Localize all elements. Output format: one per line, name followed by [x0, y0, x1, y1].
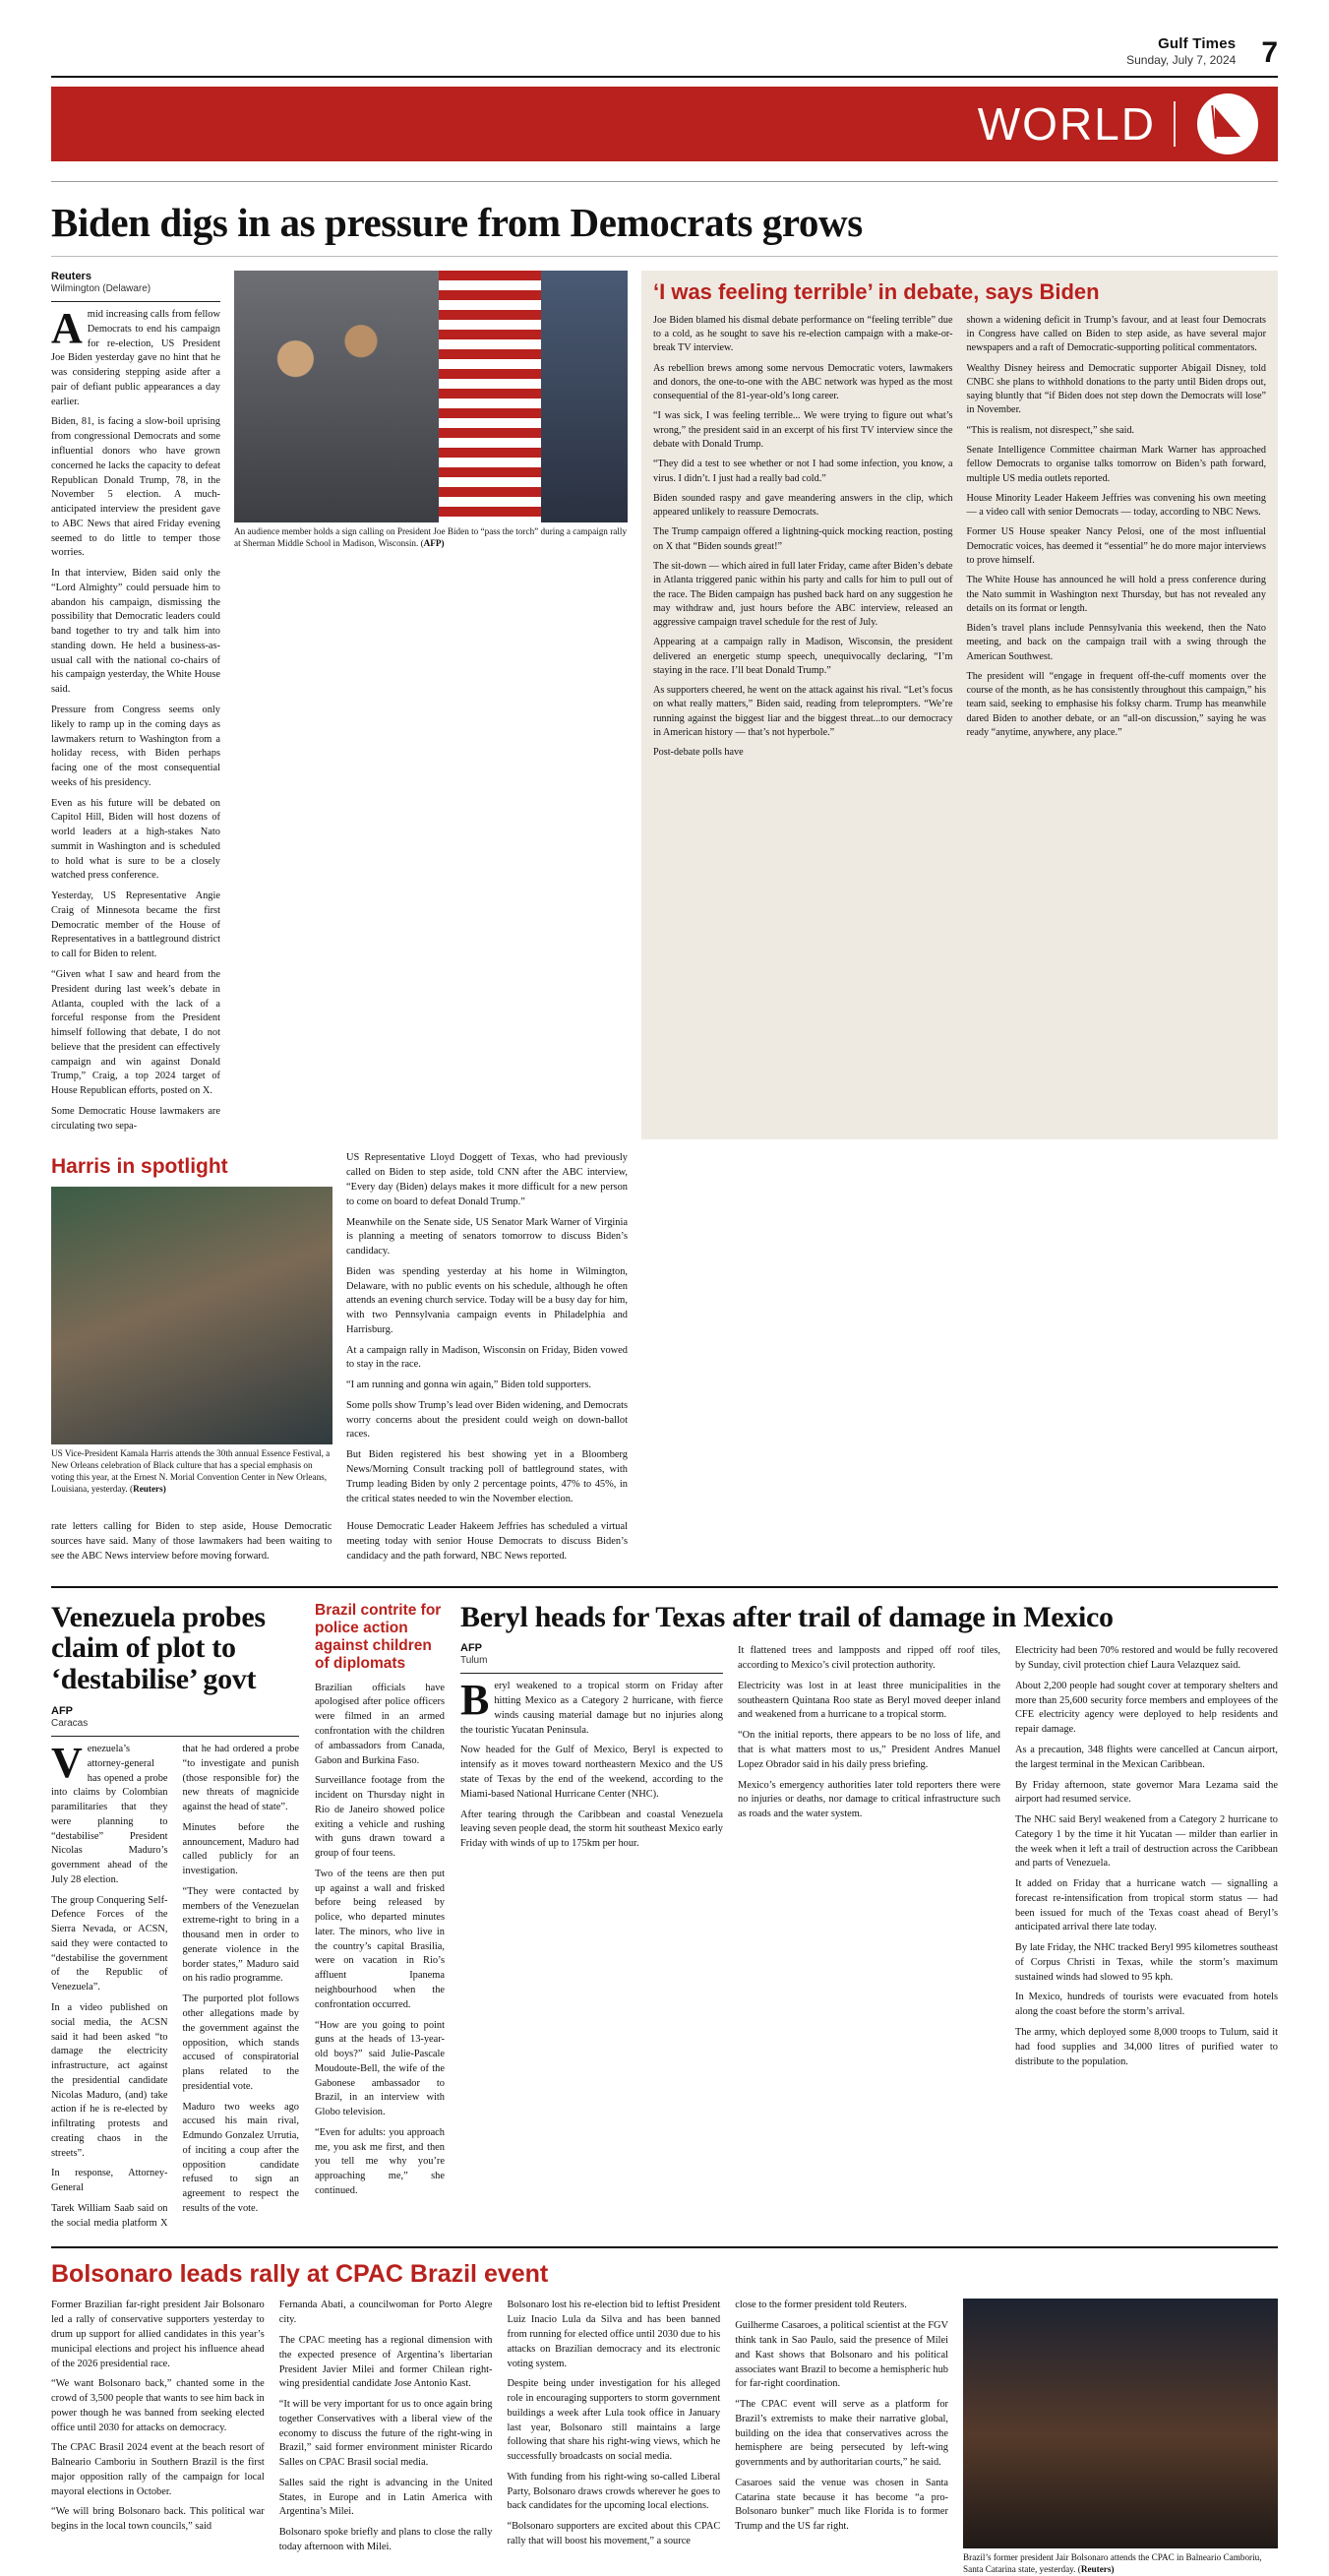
- brazil-police-story: [315, 1602, 445, 2232]
- caption-text: An audience member holds a sign calling on President Joe Biden to “pass the torch” during a campaign rally at Sherman Middle School in Madison, Wisconsin. (: [234, 526, 628, 549]
- h-p4: “I am running and gonna win again,” Biden told supporters.: [346, 1380, 592, 1391]
- tier2-grid: [51, 1602, 1278, 2232]
- bolsonaro-col3: [508, 2299, 721, 2576]
- bp-0: Brazilian officials have apologised after police officers were filmed in an armed confrontation with the children of ambassadors from Canada, Gabon and Burkina Faso.: [315, 1682, 445, 1766]
- sb-p4: Biden sounded raspy and gave meandering answers in the clip, which appeared unlikely to reassure Democrats.: [653, 492, 953, 519]
- b-c7: In Mexico, hundreds of tourists were evacuated from hotels along the coast before the storm’s arrival.: [1015, 1992, 1278, 2018]
- bp-3: “How are you going to point guns at the heads of 13-year-old boys?” said Julie-Pascale Moudoute-Bell, the wife of the Gabonese ambassador to Brazil, in an interview with Globo television.: [315, 2019, 445, 2118]
- sb-p5: The Trump campaign offered a lightning-quick mocking reaction, posting on X that “Biden sounds great!”: [653, 526, 953, 552]
- lead-photo: [234, 271, 628, 522]
- bo4-1: Guilherme Casaroes, a political scientist at the FGV think tank in Sao Paulo, said the presence of Milei and Kast shows that Bolsonaro and his political associates want Brazil to become a hemispheric hub for far-right coordination.: [735, 2320, 948, 2390]
- lead-continuation: [51, 1520, 628, 1569]
- sb-p9: Post-debate polls have: [653, 747, 744, 759]
- sb-p1: As rebellion brews among some nervous Democratic voters, lawmakers and donors, the one-to-one with the ABC network was hyped as the most consequential of the 81-year-old’s long career.: [653, 362, 953, 402]
- bolsonaro-caption-text: Brazil’s former president Jair Bolsonaro attends the CPAC in Balneario Camboriu, Santa Catarina state, yesterday. (: [963, 2552, 1262, 2575]
- sb-r0: shown a widening deficit in Trump’s favour, and at least four Democrats in Congress have called on Biden to step aside, as have several major newspapers and a raft of Democratic-supporting political commentators.: [966, 314, 1266, 354]
- lead-cont-1: House Democratic Leader Hakeem Jeffries has scheduled a virtual meeting today with senior House Democrats to discuss Biden’s candidacy and the path forward, NBC News reported.: [346, 1521, 628, 1562]
- headline-rule: [51, 256, 1278, 257]
- b-c3: By Friday afternoon, state governor Mara Lezama said the airport had resumed service.: [1015, 1779, 1278, 1806]
- bo1-3: “We will bring Bolsonaro back. This political war begins in the local town councils,” said: [51, 2506, 265, 2533]
- h-p3: At a campaign rally in Madison, Wisconsin on Friday, Biden vowed to stay in the race.: [346, 1344, 628, 1371]
- bolsonaro-col4: [735, 2299, 948, 2576]
- masthead-text: [1126, 35, 1236, 68]
- top-divider: [51, 181, 1278, 182]
- beryl-story: [460, 1602, 1278, 2232]
- h-p2: Biden was spending yesterday at his home in Wilmington, Delaware, with no public events on his schedule, although he often attends an evening church service. Today will be a busy day for him, with two Pennsylvania campaign events in Philadelphia and Harrisburg.: [346, 1265, 628, 1335]
- b-c8: The army, which deployed some 8,000 troops to Tulum, said it had food supplies and 34,000 litres of purified water to distribute to the population.: [1015, 2026, 1278, 2067]
- bo3-0: Bolsonaro lost his re-election bid to leftist President Luiz Inacio Lula da Silva and has been banned from running for elected office until 2030 due to his attacks on Brazilian democracy and its electronic voting system.: [507, 2300, 721, 2369]
- beryl-body-1: [460, 1676, 723, 1851]
- lead-story-grid: [51, 271, 1278, 1139]
- v-p1: The group Conquering Self-Defence Forces of the Sierra Nevada, or ACSN, said they were contacted to “destabilise the government of the Republic of Venezuela”.: [51, 1894, 168, 1993]
- b-p2: After tearing through the Caribbean and coastal Venezuela leaving seven people dead, the storm hit southeast Mexico early Friday with winds of up to 175km per hour.: [460, 1809, 723, 1850]
- bolsonaro-col1: [51, 2299, 265, 2576]
- venezuela-agency: AFP: [51, 1704, 73, 1717]
- byline-rule: [51, 301, 220, 302]
- harris-block: [51, 1147, 1278, 1569]
- bp-4: “Even for adults: you approach me, you ask me first, and then you tell me why you’re approaching me,” she continued.: [315, 2126, 445, 2196]
- lead-location: Wilmington (Delaware): [51, 283, 151, 295]
- masthead: [51, 0, 1278, 68]
- harris-left: [51, 1147, 628, 1569]
- bo1-0: Former Brazilian far-right president Jair Bolsonaro led a rally of conservative supporters yesterday to drum up support for allied candidates in this year’s municipal elections and project his influence ahead of the 2026 presidential race.: [51, 2300, 265, 2369]
- beryl-body-3: [1015, 1642, 1278, 2075]
- bo1-1: “We want Bolsonaro back,” chanted some in the crowd of 3,500 people that wants to see him back in power though he was banned from seeking elected office until 2030 for attacks on democracy.: [51, 2378, 265, 2433]
- lead-para-3: Pressure from Congress seems only likely to ramp up in the coming days as lawmakers return to Washington from a holiday recess, with Biden perhaps facing one of the most consequential weeks of his presidency.: [51, 705, 220, 788]
- venezuela-headline: Venezuela probes claim of plot to ‘destabilise’ govt: [51, 1600, 266, 1696]
- b-p1: Now headed for the Gulf of Mexico, Beryl is expected to intensify as it moves toward northeastern Mexico and the US state of Texas by the end of the weekend, according to the Miami-based National Hurricane Center (NHC).: [460, 1745, 723, 1800]
- banner-divider: [1174, 101, 1176, 147]
- sidebar-headline: ‘I was feeling terrible’ in debate, says Biden: [653, 279, 1100, 305]
- b-c0: Electricity had been 70% restored and would be fully recovered by Sunday, civil protection chief Laura Velazquez said.: [1015, 1645, 1278, 1672]
- publication-title: Gulf Times: [1158, 35, 1237, 52]
- harris-photo: [51, 1187, 332, 1444]
- sail-logo-icon: [1197, 93, 1258, 154]
- brazil-police-headline: Brazil contrite for police action against children of diplomats: [315, 1601, 442, 1673]
- section-banner: [51, 87, 1278, 161]
- v-c0: Tarek William Saab said on the social media platform X that he had ordered a probe “to investigate and punish (those responsible for) the new threats of magnicide against the head of state”.: [51, 1743, 299, 2229]
- sb-p2: “I was sick, I was feeling terrible... We were trying to figure out what’s wrong,” the president said in an excerpt of his first TV interview since the debate with Donald Trump.: [653, 410, 953, 450]
- bp-2: Two of the teens are then put up against a wall and frisked before being released by police, who departed minutes later. The minors, who live in the country’s capital Brasilia, were on vacation in Rio’s affluent Ipanema neighbourhood when the confrontation occurred.: [315, 1868, 445, 2010]
- h-p0: US Representative Lloyd Doggett of Texas, who had previously called on Biden to step aside, told CNN after the ABC interview, “Every day (Biden) delays makes it more difficult for a new person to come on board to defeat Donald Trump.”: [346, 1152, 628, 1207]
- lead-cont-0: rate letters calling for Biden to step aside, House Democratic sources have said. Many of those lawmakers had been waiting to see the ABC News interview before moving forward.: [51, 1521, 332, 1562]
- bolsonaro-col2: [279, 2299, 493, 2576]
- harris-caption: [51, 1448, 332, 1496]
- caption-credit: AFP): [423, 538, 445, 549]
- sidebar-body: [653, 314, 1266, 761]
- sb-p7: Appearing at a campaign rally in Madison, Wisconsin, the president delivered an energetic stump speech, unequivocally declaring, “I’m staying in the race. I’ll beat Donald Trump.”: [653, 637, 953, 676]
- v-c2: “They were contacted by members of the Venezuelan extreme-right to bring in a thousand men in order to generate violence in the border states,” Maduro said on his radio programme.: [182, 1885, 299, 1985]
- sb-r7: Biden’s travel plans include Pennsylvania this weekend, then the Nato meeting, and back on the campaign trail with a swing through the American Southwest.: [966, 623, 1266, 662]
- b-c2: As a precaution, 348 flights were cancelled at Cancun airport, the largest terminal in the Mexican Caribbean.: [1015, 1744, 1278, 1770]
- b-c1: About 2,200 people had sought cover at temporary shelters and more than 25,600 security force members and employees of the CFE electricity agency were deployed to help residents and repair damage.: [1015, 1680, 1278, 1736]
- b-c6: By late Friday, the NHC tracked Beryl 995 kilometres southeast of Corpus Christi in Texas, while the storm’s maximum sustained winds had slowed to 95 kph.: [1015, 1942, 1278, 1983]
- harris-spacer: [641, 1147, 1278, 1569]
- harris-kicker: Harris in spotlight: [51, 1155, 228, 1179]
- lead-photo-column: [234, 271, 628, 1139]
- beryl-body-2: [738, 1642, 1000, 2075]
- bo1-2: The CPAC Brasil 2024 event at the beach resort of Balneario Camboriu in Southern Brazil is the first major opposition rally of the campaign for local mayoral elections in October.: [51, 2442, 265, 2497]
- section-divider-1: [51, 1586, 1278, 1588]
- sb-r5: Former US House speaker Nancy Pelosi, one of the most influential Democratic voices, has deemed it “essential” he do more major interviews to prove himself.: [966, 526, 1266, 566]
- beryl-location: Tulum: [460, 1655, 488, 1667]
- sb-p6: The sit-down — which aired in full later Friday, came after Biden’s debate in Atlanta triggered panic within his party and calls for him to pull out of the race. The Biden campaign has pushed back hard on any suggestion he may withdraw and, just hours before the ABC interview, released an aggressive campaign travel schedule for the rest of July.: [653, 560, 953, 629]
- harris-caption-credit: Reuters): [133, 1484, 166, 1495]
- section-divider-2: [51, 2246, 1278, 2248]
- bolsonaro-grid: [51, 2299, 1278, 2576]
- v-p0: Venezuela’s attorney-general has opened a probe into claims by Colombian paramilitaries that they were planning to “destabilise” President Nicolas Maduro’s government ahead of the July 28 election.: [51, 1738, 168, 1885]
- v-p3: In response, Attorney-General: [51, 2168, 168, 2194]
- b-p0: Beryl weakened to a tropical storm on Friday after hitting Mexico as a Category 2 hurricane, with fierce winds causing material damage but no injuries along the touristic Yucatan Peninsula.: [460, 1676, 723, 1736]
- sb-r4: House Minority Leader Hakeem Jeffries was convening his own meeting — a video call with senior Democrats — today, according to NBC News.: [966, 492, 1266, 519]
- lead-para-7: Some Democratic House lawmakers are circulating two sepa-: [51, 1105, 220, 1132]
- sb-r3: Senate Intelligence Committee chairman Mark Warner has approached fellow Democrats to organise talks tomorrow on Biden’s path forward, multiple US media outlets reported.: [966, 444, 1266, 484]
- bo3-3: “Bolsonaro supporters are excited about this CPAC rally that will boost his movement,” a source: [507, 2521, 721, 2546]
- lead-para-6: “Given what I saw and heard from the President during last week’s debate in Atlanta, coupled with the lack of a forceful response from the President himself following that debate, I do not believe that the president can effectively campaign and win against Donald Trump,” Craig, a top 2024 target of House Republican efforts, posted on X.: [51, 969, 220, 1097]
- lead-para-5: Yesterday, US Representative Angie Craig of Minnesota became the first Democratic member of the House of Representatives in a battleground district to call for Biden to relent.: [51, 890, 220, 960]
- b-c5: It added on Friday that a hurricane watch — signalling a forecast re-intensification from tropical storm status — had been issued for much of the Texas coast ahead of Beryl’s anticipated arrival there late today.: [1015, 1878, 1278, 1933]
- section-name: WORLD: [977, 98, 1156, 151]
- page-number: 7: [1261, 36, 1278, 70]
- bo2-0: Fernanda Abati, a councilwoman for Porto Alegre city.: [278, 2300, 493, 2326]
- bo2-4: Bolsonaro spoke briefly and plans to close the rally today afternoon with Milei.: [278, 2527, 493, 2552]
- bo3-1: Despite being under investigation for his alleged role in encouraging supporters to storm government buildings a week after Lula took office in January last year, Bolsonaro still maintains a large following that share his right-wing views, which he successfully broadcasts on social media.: [507, 2378, 721, 2463]
- bp-1: Surveillance footage from the incident on Thursday night in Rio de Janeiro showed police exiting a vehicle and rushing with guns drawn toward a group of four teens.: [315, 1775, 445, 1860]
- v-c3: The purported plot follows other allegations made by the government against the opposition, which stands accused of conspiratorial plans related to the presidential vote.: [182, 1993, 299, 2092]
- sb-r6: The White House has announced he will hold a press conference during the Nato summit in Washington next Thursday, but has not revealed any details on its format or length.: [966, 575, 1266, 614]
- bo2-2: “It will be very important for us to once again bring together Conservatives with a liberal view of the economy to discuss the future of the right-wing in Brazil,” said former environment minister Ricardo Salles on CPAC Brasil social media.: [278, 2399, 493, 2469]
- bo3-2: With funding from his right-wing so-called Liberal Party, Bolsonaro draws crowds wherever he goes to back candidates for the upcoming local elections.: [507, 2471, 721, 2512]
- h-p5: Some polls show Trump’s lead over Biden widening, and Democrats worry concerns about the president could weigh on down-ballot races.: [346, 1399, 628, 1441]
- b-p6: Mexico’s emergency authorities later told reporters there were no injuries or deaths, nor damage to critical infrastructure such as roads and the water system.: [738, 1779, 1000, 1820]
- v-c4: Maduro two weeks ago accused his main rival, Edmundo Gonzalez Urrutia, of inciting a coup after the opposition candidate refused to sign an agreement to respect the results of the vote.: [182, 2101, 299, 2214]
- beryl-headline: Beryl heads for Texas after trail of damage in Mexico: [460, 1600, 1114, 1633]
- bo4-2: “The CPAC event will serve as a platform for Brazil’s extremists to make their narrative global, building on the idea that conservatives across the hemisphere are being persecuted by left-wing governments and by authoritarian courts,” he said.: [735, 2399, 948, 2469]
- lead-headline: Biden digs in as pressure from Democrats grows: [51, 200, 863, 246]
- venezuela-story: [51, 1602, 299, 2232]
- v-p2: In a video published on social media, the ACSN said it had been asked “to damage the electricity infrastructure, act against the presidential candidate Nicolas Maduro, (and) take action if he is re-elected by infiltrating protests and creating chaos in the streets”.: [51, 2001, 168, 2159]
- sb-p3: “They did a test to see whether or not I had some infection, you know, a virus. I didn’t. I just had a really bad cold.”: [653, 459, 953, 484]
- sb-r1: Wealthy Disney heiress and Democratic supporter Abigail Disney, told CNBC she plans to withhold donations to the party until Biden drops out, saying bluntly that “if Biden does not step down the Democrats will lose” in November.: [966, 362, 1266, 416]
- bo4-3: Casaroes said the venue was chosen in Santa Catarina state because it has become “a pro-Bolsonaro bunker” much like Florida is to former Trump and the US far right.: [735, 2477, 948, 2533]
- masthead-rule: [51, 76, 1278, 78]
- lead-photo-caption: [234, 526, 628, 550]
- bolsonaro-caption-credit: Reuters): [1080, 2564, 1115, 2575]
- harris-right-text: [346, 1147, 628, 1512]
- b-p4: Electricity was lost in at least three municipalities in the southeastern Quintana Roo state as Beryl moved deeper inland and weakened from a hurricane to a tropical storm.: [738, 1680, 1000, 1721]
- lead-text-column: [51, 271, 220, 1139]
- bolsonaro-caption: [963, 2552, 1278, 2576]
- lead-agency: Reuters: [51, 271, 91, 283]
- venezuela-location: Caracas: [51, 1717, 89, 1729]
- venezuela-rule: [51, 1736, 299, 1737]
- beryl-col1: [460, 1642, 723, 2075]
- h-p1: Meanwhile on the Senate side, US Senator Mark Warner of Virginia is planning a meeting of senators tomorrow to discuss Biden’s candidacy.: [346, 1216, 628, 1257]
- lead-para-1: Biden, 81, is facing a slow-boil uprising from congressional Democrats and some influential donors who have grown concerned he lacks the capacity to defeat Republican Donald Trump, 78, in the November 5 election. A much-anticipated interview the president gave to ABC News that aired Friday evening seemed to do little to temper those worries.: [51, 416, 220, 559]
- publication-date: Sunday, July 7, 2024: [1126, 53, 1237, 68]
- sb-r8: The president will “engage in frequent off-the-cuff moments over the course of the month, as he has consistently throughout this campaign,” his team said, seeking to emphasise his folksy charm. Trump has meanwhile dared Biden to another debate, or an “all-on discussion,” saying he was ready “anytime, anywhere, any place.”: [966, 670, 1266, 739]
- v-c1: Minutes before the announcement, Maduro had called publicly for an investigation.: [182, 1821, 299, 1877]
- lead-para-2: In that interview, Biden said only the “Lord Almighty” could persuade him to abandon his campaign, dismissing the possibility that Democratic leaders could band together to try and talk him into standing down. He held a business-as-usual call with the national co-chairs of his campaign yesterday, the White House said.: [51, 568, 220, 696]
- bo2-1: The CPAC meeting has a regional dimension with the expected presence of Argentina’s libertarian President Javier Milei and former Chilean right-wing presidential candidate Jose Antonio Kast.: [278, 2335, 493, 2390]
- sb-r2: “This is realism, not disrespect,” she said.: [966, 424, 1135, 436]
- harris-photo-wrap: [51, 1147, 332, 1512]
- bolsonaro-photo-wrap: [963, 2299, 1278, 2576]
- beryl-agency: AFP: [460, 1642, 482, 1655]
- b-p3: It flattened trees and lampposts and ripped off roof tiles, according to Mexico’s civil protection authority.: [738, 1645, 1000, 1672]
- lead-para-0: Amid increasing calls from fellow Democrats to end his campaign for re-election, US President Joe Biden yesterday gave no hint that he was considering stepping aside after a pair of defiant public appearances a day earlier.: [51, 304, 220, 407]
- b-p5: “On the initial reports, there appears to be no loss of life, and that is what matters most to us,” President Andres Manuel Lopez Obrador said in his daily press briefing.: [738, 1730, 1000, 1770]
- bolsonaro-headline: Bolsonaro leads rally at CPAC Brazil event: [51, 2260, 549, 2289]
- bo4-0: close to the former president told Reuters.: [735, 2300, 907, 2311]
- venezuela-body: [51, 1738, 299, 2232]
- sb-p8: As supporters cheered, he went on the attack against his rival. “Let’s focus on what really matters,” Biden said, reading from teleprompters. “We’re running against the biggest liar and the biggest threat...to our democracy in American history — that’s not hyperbole.”: [653, 685, 953, 739]
- lead-para-4: Even as his future will be debated on Capitol Hill, Biden will host dozens of world leaders at a high-stakes Nato summit in Washington and is scheduled to hold what is sure to be a closely watched press conference.: [51, 797, 220, 882]
- sb-p0: Joe Biden blamed his dismal debate performance on “feeling terrible” due to a cold, as he sought to save his re-election campaign with a make-or-break TV interview.: [653, 314, 953, 354]
- beryl-rule: [460, 1673, 723, 1674]
- brazil-police-body: [315, 1682, 445, 2199]
- bolsonaro-photo: [963, 2299, 1278, 2548]
- bo2-3: Salles said the right is advancing in the United States, in Europe and in Latin America with Argentina’s Milei.: [278, 2477, 493, 2518]
- b-c4: The NHC said Beryl weakened from a Category 2 hurricane to Category 1 by the time it hit Yucatan — milder than earlier in the week when it left a trail of destruction across the Caribbean and parts of Venezuela.: [1015, 1814, 1278, 1870]
- lead-body: [51, 304, 220, 1134]
- h-p6: But Biden registered his best showing yet in a Bloomberg News/Morning Consult tracking poll of battleground states, with Trump leading Biden by only 2 percentage points, 47% to 45%, in the critical states needed to win the November election.: [346, 1449, 628, 1504]
- harris-caption-text: US Vice-President Kamala Harris attends the 30th annual Essence Festival, a New Orleans celebration of Black culture that has a special emphasis on voting this year, at the Ernest N. Morial Convention Center in New Orleans, Louisiana, yesterday. (: [51, 1448, 331, 1495]
- biden-debate-sidebar: [641, 271, 1278, 1139]
